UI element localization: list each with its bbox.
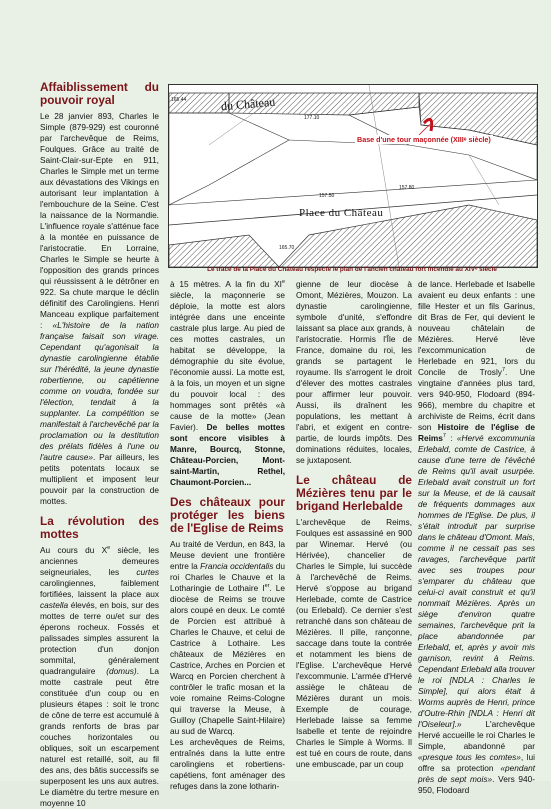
superscript: 7 [501,367,506,374]
paragraph [170,279,285,488]
text: . Le diocèse de Reims se trouve alors coupé en deux. Le comté de Porcien est attribué à Charles le Chauve, et celui de Castrice à Lothaire. Les châteaux de Mézières en Castrice, Arches en Porcien et Warcq en Porcien cherchent à contrôler le trafic mosan et la voie romaine Reims-Cologne qui traverse la Meuse, à Guilloy (Chapelle Saint-Hilaire) au sud de Warcq. [170,583,285,736]
paragraph: L'archevêque de Reims, Foulques est assassiné en 900 par Winemar. Hervé (ou Hérivée), chancelier de Charles le Simple, lui succède à l'archevêché de Reims. Hervé s'oppose au brigand Herlebade, comte de Castrice (ou Erlebald). Ce dernier s'est retranché dans son château de Mézières. Il pille, rançonne, saccage dans toute la contrée et notamment les biens de l'Eglise. L'archevêque Hervé l'excommunie. L'armée d'Hervé assiège le château de Mézières durant un mois. Exemple de courage, Herlebade laisse sa femme Isabelle et tente de rejoindre Charles le Simple à Worms. Il est tué en cours de route, dans une embuscade, par un coup [296,517,412,769]
text: à 15 mètres. A la fin du XI [170,279,282,289]
map-elevation-label: 157.50 [319,193,335,199]
map-elevation-label: 165.44 [171,97,187,103]
italic-text: curtes [136,567,159,577]
italic-text: «presque tous les comtes» [418,752,521,762]
superscript: 7 [442,433,446,440]
paragraph [40,111,159,507]
column-2 [170,279,285,792]
text: élevés, en bois, sur des mottes de terre ou/et sur des éperons rocheux. Fossés et palissades simples assurent la protection d'un donjon sommital, généralement quadrangulaire [40,600,159,676]
superscript: e [107,545,111,552]
text: . Une vingtaine d'années plus tard, vers 940-950, Flodoard (894-966), membre du chapitre et archiviste de Reims, écrit dans son [418,367,535,432]
heading-chateaux-eglise: Des châteaux pour protéger les biens de l'Eglise de Reims [170,495,285,535]
text: . La motte castrale peut être constituée d'un coup ou en plusieurs étapes : soit le tronc de cône de terre est accumulé à grands renforts de bras par couches horizontales ou obliques, soit un escarpement naturel est retaillé, soit, au fil des ans, des bâtis successifs se superposent les uns aux autres. Le diamètre du tertre mesure en moyenne 10 [40,666,159,808]
paragraph: Les archevêques de Reims, entraînés dans la lutte entre carolingiens et robertiens-capétiens, font aménager des refuges dans la zone lotharin- [170,737,285,791]
superscript: er [264,583,270,590]
paragraph [418,279,535,796]
italic-text: castella [40,600,69,610]
text: Le 28 janvier 893, Charles le Simple (879-929) est couronné par l'archevêque de Reims, Foulques. Grâce au traité de Saint-Clair-sur-Epte en 911, Charles le Simple met un terme aux dévastations des Vikings en autorisant leur implantation à l'embouchure de la Seine. C'est la naissance de la Normandie. L'influence royale s'atténue face à la montée en puissance de l'aristocratie. En Lorraine, Charles le Simple se heurte à l'opposition des grands princes qui réussissent à le détrôner en 922. Sa chute marque le déclin définitif des Carolingiens. Henri Manceau explique parfaitement : [40,111,159,330]
italic-text: «pendant près de sept mois» [418,763,535,784]
text: , lui offre sa protection [418,752,535,773]
text: Au traité de Verdun, en 843, la Meuse devient une frontière entre la [170,539,285,571]
text: siècle, la maçonnerie se déploie, la motte est alors intégrée dans une enceinte castrale plus large. Au pied de ces mottes castrales, un habitat se développe, la démographie du site évolue, l'économie aussi. La motte est, à la fois, un moyen et un signe du pouvoir local : des hommages sont prêtés «à cause de la motte» (Jean Favier). [170,290,285,432]
italic-text: (domus) [106,666,137,676]
text: siècle, les anciennes demeures seigneuriales, les [40,545,159,577]
text: L'archevêque Hervé accueille le roi Charles le Simple, abandonné par [418,719,535,751]
column-3 [296,279,412,770]
text: : [445,433,457,443]
map-elevation-label: 177.10 [304,115,320,121]
bold-text: De belles mottes sont encore visibles à Manre, Bourcq, Stonne, Château-Porcien, Mont-saint-Martin, Rethel, Chaumont-Porcien... [170,422,285,487]
text: du roi Charles le Chauve et la Lotharingie de Lothaire I [170,561,285,593]
heading-affaiblissement: Affaiblissement du pouvoir royal [40,80,159,107]
column-4 [418,279,535,796]
heading-chateau-mezieres: Le château de Mézières tenu par le brigand Herlebalde [296,473,412,513]
quote: «Hervé excommunia Erlebald, comte de Castrice, à cause d'une terre de l'évêché de Reims qu'il avait usurpée. Erlebald avait construit un fort sur la Meuse, et de là causait de fréquents dommages aux hommes de l'Eglise. De plus, il s'était introduit par surprise dans le château d'Omont. Mais, comme il ne cessait pas ses ravages, l'archevêque partit avec ses troupes pour s'emparer du château que celui-ci avait construit et qu'il nommait Mézières. Après un siège d'environ quatre semaines, l'archevêque prit la place abandonnée par Erlebald, et, après y avoir mis garnison, revint à Reims. Cependant Erlebald alla trouver le roi [NDLA : Charles le Simple], qui alors était à Worms auprès de Henri, prince d'Outre-Rhin [NDLA : Henri dit l'Oiseleur].» [418,433,535,729]
street-label-place-du-chateau: Place du Château [299,207,384,219]
text: . Vers 940-950, Flodoard [418,774,536,795]
map-caption: Le tracé de la Place du Château respecte le plan de l'ancien château fort incendié au XIVᵉ siècle [207,266,497,273]
text: . Par ailleurs, les petits potentats locaux se multiplient et imposent leur pouvoir par la construction de mottes. [40,452,159,506]
cadastral-map [168,84,538,268]
italic-text: Francia occidentalis [200,561,274,571]
quote: «L'histoire de la nation française faisait son virage. Cependant qu'agonisait la dynastie carolingienne établie sur l'hérédité, la jeune dynastie robertienne, ou capétienne comme on voudra, fondée sur l'élection, tendait à la supplanter. La compétition se manifestait à l'archevêché par la proclamation ou la destitution des prélats fidèles à l'une ou l'autre cause» [40,320,159,462]
column-1 [40,81,159,809]
heading-revolution-mottes: La révolution des mottes [40,514,159,541]
text: de lance. Herlebade et Isabelle avaient eu deux enfants : une fille Hester et un fils Garinus, dit Bras de Fer, qui devient le nouveau châtelain de Mézières. Hervé lève l'excommunication de Herlebade en 921, lors du Concile de Trosly [418,279,535,377]
text: carolingiennes, faiblement fortifiées, laissent la place aux [40,578,159,599]
map-elevation-label: 165.70 [279,245,295,251]
street-label-du-chateau: du Château [220,94,276,114]
text: Au cours du X [40,545,108,555]
paragraph [40,545,159,809]
map-elevation-label: 157.80 [399,185,415,191]
paragraph: gienne de leur diocèse à Omont, Mézières, Mouzon. La dynastie carolingienne, symbole d'unité, s'effondre laissant sa place aux grands, à l'aristocratie. Hormis l'Île de France, domaine du roi, les grands se partagent le royaume. Ils s'arrogent le droit d'élever des mottes castrales pour affirmer leur pouvoir. Aussi, ils draînent les populations, les mettant à l'abri, et exigent en contre-partie, de lourds impôts. Des dominations réduites, locales, se juxtaposent. [296,279,412,465]
paragraph [170,539,285,737]
superscript: e [281,279,285,286]
map-callout: Base d'une tour maçonnée (XIIIᵉ siècle) [357,135,491,144]
bold-text: Histoire de l'église de Reims [418,422,535,443]
